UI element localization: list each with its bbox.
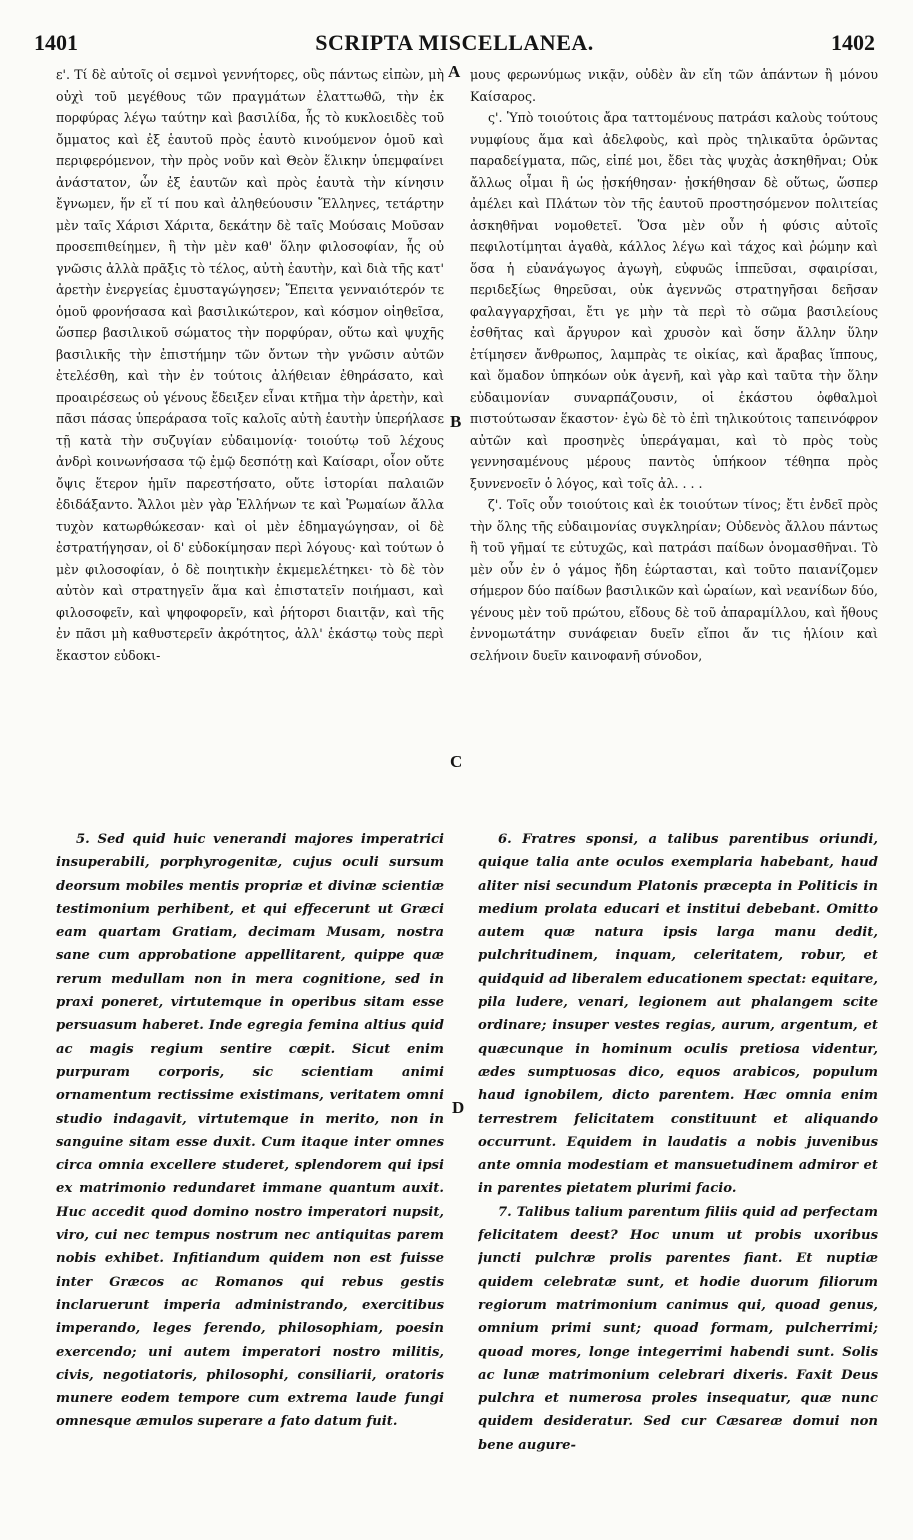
latin-left-column [56,828,444,1518]
latin-paragraph-5: 5. Sed quid huic venerandi majores imperatrici insuperabili, porphyrogenitæ, cujus oculi sursum deorsum mobiles mentis propriæ et divinæ scientiæ testimonium perhibent, et qui effecerunt ut Græci eam quartam Gratiam, decimam Musam, nostra sane cum approbatione appellitarent, quippe quæ rerum medullam non in mera cognitione, sed in praxi poneret, virtutemque in operibus sitam esse persuasum haberet. Inde egregia femina altius quid ac magis regium sentire cœpit. Sicut enim purpuram corporis, sic scientiam animi ornamentum rectissime existimans, veritatem omni studio indagavit, virtutemque in merito, non in sanguine sitam esse duxit. Cum itaque inter omnes circa omnia excellere studeret, splendorem qui ipsi ex matrimonio redundaret immane quantum auxit. Huc accedit quod domino nostro imperatori nupsit, viro, cui nec tempus nostrum nec antiquitas parem nobis exhibet. Infitiandum quidem non est fuisse inter Græcos ac Romanos qui rebus gestis inclaruerunt imperia administrando, exercitibus imperando, leges ferendo, philosophiam, poesin exercendo; uni autem imperatori nostro militis, civis, negotiatoris, philosophi, consiliarii, oratoris munere eodem tempore cum extrema laude fungi omnesque æmulos superare a fato datum fuit. [56,832,444,1430]
margin-letter-a: A [448,62,461,81]
greek-right-column [470,64,878,804]
right-page-number: 1402 [831,30,875,55]
latin-right-column [478,828,878,1518]
margin-letter-c: C [450,752,463,771]
greek-left-column [56,64,444,804]
left-page-number: 1401 [34,30,78,55]
latin-paragraph-7: 7. Talibus talium parentum filiis quid ad perfectam felicitatem deest? Hoc unum ut probis uxoribus juncti pulchræ prolis parentes fiant. Et nuptiæ quidem celebratæ sunt, et hodie duorum filiorum regiorum matrimonium canimus qui, quoad genus, omnium primi sunt; quoad formam, pulcherrimi; quoad mores, longe integerrimi habendi sunt. Solis ac lunæ matrimonium celebrari dixeris. Faxit Deus pulchra et numerosa proles insequatur, quæ nunc quidem desideratur. Sed cur Cæsareæ domui non bene augure- [478,1204,878,1453]
greek-paragraph-6: ς'. Ὑπὸ τοιούτοις ἄρα ταττομένους πατράσι καλοὺς τούτους νυμφίους ἅμα καὶ ἀδελφοὺς, καὶ πρὸς τηλικαῦτα ὁρῶντας παραδείγματα, πῶς, εἰπέ μοι, ἔδει τὰς ψυχὰς ἀσκηθῆναι; Οὐκ ἄλλως οἶμαι ἢ ὡς ᾐσκήθησαν· ᾐσκήθησαν δὲ οὕτως, ὥσπερ ἀμέλει καὶ Πλάτων τὸν τῆς ἑαυτοῦ προστησόμενον πολιτείας ἀσκηθῆναι νομοθετεῖ. Ὅσα μὲν οὖν ἡ φύσις αὐτοῖς πεφιλοτίμηται ἀγαθὰ, κάλλος λέγω καὶ τάχος καὶ ῥώμην καὶ ὅσα ἡ εὐανάγωγος ἀγωγὴ, εὐφυῶς ἱππεῦσαι, σφαιρίσαι, περιδεξίως θηρεῦσαι, οὐκ ἀγεννῶς στρατηγῆσαι δεῆσαν φαλαγγαρχῆσαι, ἔτι γε μὴν τὰ περὶ τὸ σῶμα βασιλείους ἐσθῆτας καὶ ἄργυρον καὶ χρυσὸν καὶ ὅσην ἄλλην ὕλην ἐτίμησεν ἄνθρωπος, λαμπρὰς τε οἰκίας, καὶ ἄραβας ἵππους, καὶ ὅμαδον ὑπηκόων οὐκ ἀγενῆ, καὶ γὰρ καὶ ταῦτα τὴν ὅλην εὐδαιμονίαν συναρπάζουσιν, οἱ ἑκάστου ὀφθαλμοὶ πιστούτωσαν ἕκαστον· ἐγὼ δὲ τὸ ἐπὶ τηλικούτοις ταπεινόφρον αὐτῶν καὶ προσηνὲς ὑπεράγαμαι, καὶ τὸ πρὸς τοὺς γεννησαμένους μέρους παντὸς ὑπήκοον τέθηπα πρὸς ξυννενοεῖν ὁ λόγος, καὶ τοῖς ἀλ. . . . [470,110,878,491]
column-divider [56,820,878,821]
margin-letter-d: D [452,1098,465,1117]
running-title: SCRIPTA MISCELLANEA. [315,30,594,55]
greek-paragraph-5: ε'. Τί δὲ αὐτοῖς οἱ σεμνοὶ γεννήτορες, οὓς πάντως εἰπὼν, μὴ οὐχὶ τοῦ μεγέθους τῶν πραγμάτων ἐλαττωθῶ, τὴν ἐκ πορφύρας λέγω ταύτην καὶ βασιλίδα, ἧς τὸ κυκλοειδὲς τοῦ ὄμματος καὶ ἐξ ἑαυτοῦ πρὸς ἑαυτὸ κινούμενον ὁμοῦ καὶ περιφερόμενον, τὴν πρὸς νοῦν καὶ Θεὸν ἕλικην ὑπεμφαίνει ἀνάστατον, ὧν ἐξ ἑαυτῶν καὶ πρὸς ἑαυτὰ τὴν κίνησιν ἔγνωμεν, ἥν εἴ τί που καὶ ἀληθεύουσιν Ἕλληνες, τετάρτην μὲν ταῖς Χάρισι Χάριτα, δεκάτην δὲ ταῖς Μούσαις Μοῦσαν προσεπιθείημεν, ἣ τὴν μὲν καθ' ὅλην φιλοσοφίαν, ἧς οὐ γνῶσις ἀλλὰ πρᾶξις τὸ τέλος, αὐτὴ ἑαυτὴν, καὶ διὰ τῆς κατ' ἀρετὴν ἐνεργείας ἐμυσταγώγησεν; Ἔπειτα γενναιότερόν τε ὁμοῦ φρονήσασα καὶ βασιλικώτερον, καὶ κόσμον οἰηθεῖσα, ὥσπερ βασιλικοῦ σώματος τὴν πορφύραν, οὕτω καὶ ψυχῆς βασιλικῆς τὴν ἐπιστήμην τῶν ὄντων τὴν γνῶσιν αὐτῶν ἐτελέσθη, καὶ τὴν ἐν τούτοις ἀλήθειαν ἐθηράσατο, καὶ προαιρέσεως οὐ γένους ἔδειξεν εἶναι κτῆμα τὴν ἀρετὴν, καὶ πᾶσι πάσας ὑπεράρασα τοῖς καλοῖς αὐτὴ ἑαυτὴν ὑπερήλασε τῇ κατὰ τὴν συζυγίαν εὐδαιμονίᾳ· τοιούτῳ τοῦ λέχους ἀνδρὶ κοινωνήσασα τῷ ἐμῷ δεσπότῃ καὶ Καίσαρι, οἷον οὔτε ὄψις ἕτερον ἡμῖν παρεστήσατο, οὔτε ἱστορίαι παλαιῶν ἐδιδάξαντο. Ἄλλοι μὲν γὰρ Ἑλλήνων τε καὶ Ῥωμαίων ἄλλα τυχὸν κατωρθώκεσαν· καὶ οἱ μὲν ἐδημαγώγησαν, οἱ δὲ ἐστρατήγησαν, οἱ δ' εὐδοκίμησαν περὶ λόγους· καὶ τούτων ὁ μὲν φιλοσοφίαν, ὁ δὲ ποιητικὴν ἐκμεμελέτηκει· τὸ δὲ τὸν αὐτὸν καὶ στρατηγεῖν ἅμα καὶ ἐπιστατεῖν ποιήμασι, καὶ φιλοσοφεῖν, καὶ ψηφοφορεῖν, καὶ ῥήτορσι διαιτᾷν, καὶ τῆς ἐν πᾶσι μὴ καθυστερεῖν ἀκρότητος, ἀλλ' ἑκάστῳ τοὺς περὶ ἕκαστον εὐδοκι- [56,67,444,663]
running-header [34,30,875,58]
margin-letter-b: B [450,412,462,431]
greek-paragraph-7: ζ'. Τοῖς οὖν τοιούτοις καὶ ἐκ τοιούτων τίνος; ἔτι ἐνδεῖ πρὸς τὴν ὅλης τῆς εὐδαιμονίας συγκληρίαν; Οὐδενὸς ἄλλου πάντως ἢ τοῦ γῆμαί τε εὐτυχῶς, καὶ πατράσι παίδων ὀνομασθῆναι. Τὸ μὲν οὖν ἐν ὁ γάμος ἤδη ἑώρτασται, καὶ τοῦτο παιανίζομεν σήμερον δύο παίδων βασιλικῶν καὶ ὡραίων, καὶ νεανίδων δύο, γένους μὲν τοῦ πρώτου, εἴδους δὲ τοῦ ἀπαραμίλλου, καὶ ἤθους ἐννομωτάτην συνάφειαν δυεῖν εἴποι ἄν τις ἡλίοιν καὶ σελήνοιν δυεῖν καινοφανῆ σύνοδον, [470,497,878,663]
greek-paragraph-5-end: μους φερωνύμως νικᾷν, οὐδὲν ἂν εἴη τῶν ἁπάντων ἢ μόνου Καίσαρος. [470,67,878,104]
latin-paragraph-6: 6. Fratres sponsi, a talibus parentibus oriundi, quique talia ante oculos exemplaria habebant, haud aliter nisi secundum Platonis præcepta in Politicis in medium prolata educari et institui debebant. Omitto autem quæ natura ipsis larga manu dedit, pulchritudinem, inquam, celeritatem, robur, et quidquid ad liberalem educationem spectat: equitare, pila ludere, venari, legionem aut phalangem scite ordinare; insuper vestes regias, aurum, argentum, et quæcunque in hominum oculis pretiosa videntur, ædes sumptuosas dico, equos arabicos, populum haud ignobilem, dicto parentem. Hæc omnia enim terrestrem felicitatem constituunt et aliquando occurrunt. Equidem in laudatis a nobis juvenibus ante omnia modestiam et mansuetudinem admiror et in parentes pietatem plurimi facio. [478,832,878,1197]
